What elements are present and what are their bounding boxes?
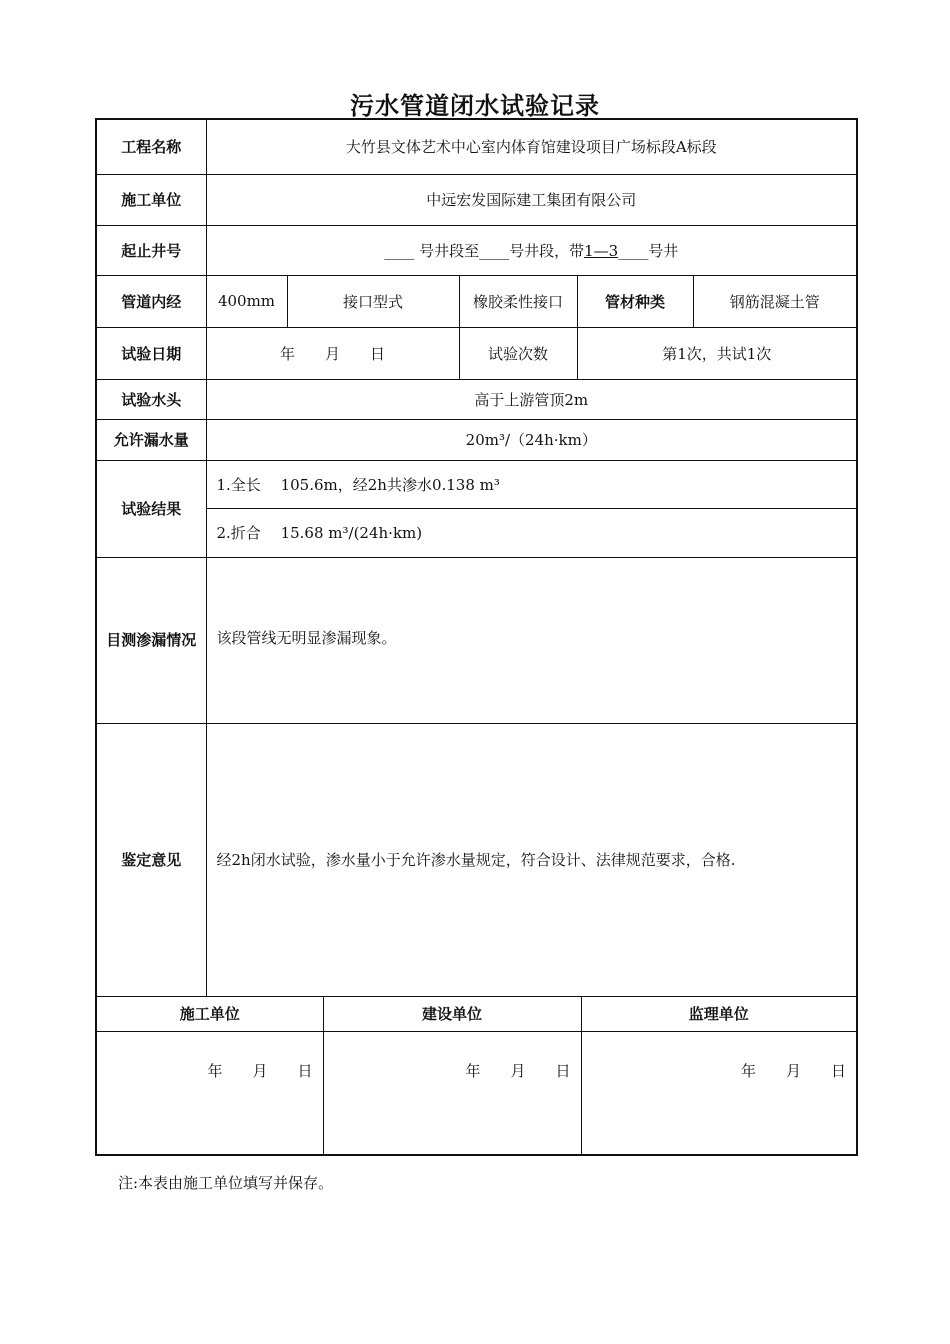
row-well-range [96,225,857,275]
row-opinion [96,723,857,996]
sign-supervisor-label: 监理单位 [581,996,857,1031]
page-title: 污水管道闭水试验记录 [350,92,600,120]
row-visual [96,557,857,723]
water-head-value: 高于上游管顶2m [206,379,857,419]
pipe-material-value: 钢筋混凝土管 [693,275,857,327]
visual-label [96,557,206,723]
water-head-label: 试验水头 [96,379,206,419]
row-signatures [96,1031,857,1155]
contractor-label: 施工单位 [96,174,206,225]
result-label: 试验结果 [96,460,206,557]
result-line-2: 2.折合 15.68 m³/(24h·km) [206,508,857,557]
well-range-value [206,225,857,275]
project-name-label: 工程名称 [96,119,206,174]
sign-contractor-date: 年 月 日 [96,1031,323,1155]
opinion-label: 鉴定意见 [96,723,206,996]
sign-supervisor-date: 年 月 日 [581,1031,857,1155]
sign-owner-date: 年 月 日 [323,1031,581,1155]
result-line-1: 1.全长 105.6m，经2h共渗水0.138 m³ [206,460,857,508]
visual-value: 该段管线无明显渗漏现象。 [206,557,857,723]
joint-type-value: 橡胶柔性接口 [459,275,577,327]
sign-contractor-label: 施工单位 [96,996,323,1031]
joint-type-label: 接口型式 [287,275,459,327]
test-record-table [95,118,858,1156]
well-text-2: 号井段，带 [509,241,585,260]
test-date-value: 年 月 日 [206,327,459,379]
sign-owner-label: 建设单位 [323,996,581,1031]
row-allowed-leak [96,419,857,460]
pipe-diameter-label: 管道内经 [96,275,206,327]
test-date-label: 试验日期 [96,327,206,379]
row-water-head [96,379,857,419]
well-blank-2: ____ [479,241,510,260]
well-text-1: 号井段至 [414,241,480,260]
allowed-leak-value: 20m³/（24h·km） [206,419,857,460]
test-count-value: 第1次，共试1次 [577,327,857,379]
well-blank-3: ____ [618,241,649,260]
row-pipe [96,275,857,327]
test-count-label: 试验次数 [459,327,577,379]
contractor-value: 中远宏发国际建工集团有限公司 [206,174,857,225]
opinion-value: 经2h闭水试验，渗水量小于允许渗水量规定，符合设计、法律规范要求，合格. [206,723,857,996]
visual-label-text: 目测渗漏情况 [106,631,197,649]
footer-note: 注:本表由施工单位填写并保存。 [118,1174,334,1192]
allowed-leak-label: 允许漏水量 [96,419,206,460]
row-project-name [96,119,857,174]
row-test-date [96,327,857,379]
pipe-material-label: 管材种类 [577,275,693,327]
well-range-label: 起止井号 [96,225,206,275]
row-signature-headers [96,996,857,1031]
row-result-1 [96,460,857,508]
well-range-number: 1—3 [584,241,619,260]
row-contractor [96,174,857,225]
row-result-2 [96,508,857,557]
project-name-value: 大竹县文体艺术中心室内体育馆建设项目广场标段A标段 [206,119,857,174]
pipe-diameter-value: 400mm [206,275,287,327]
well-text-3: 号井 [648,241,679,260]
well-blank-1: ____ [384,241,415,260]
